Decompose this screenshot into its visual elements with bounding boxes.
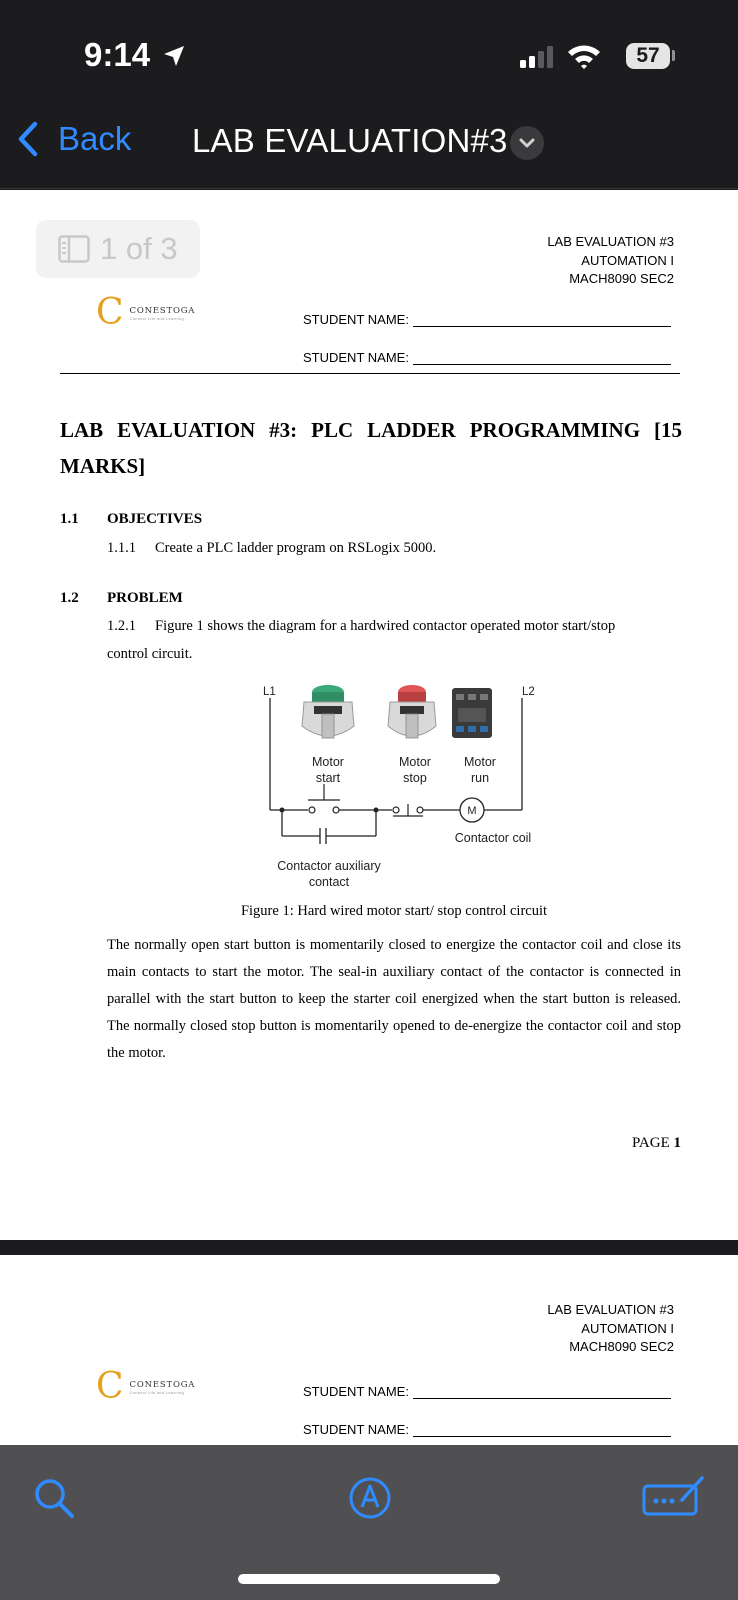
conestoga-logo <box>96 292 196 333</box>
student-name-label: STUDENT NAME: <box>303 312 409 327</box>
logo-text: CONESTOGA <box>129 305 196 316</box>
battery-tip <box>672 50 675 61</box>
logo-mark-icon: C <box>96 292 124 333</box>
label-contactor-coil: Contactor coil <box>454 831 532 845</box>
section-1-number: 1.1 <box>60 511 79 527</box>
title-menu-button[interactable] <box>510 126 544 160</box>
label-motor-run <box>450 754 510 786</box>
student-name-field-2 <box>303 350 671 365</box>
page-header-info <box>547 233 674 289</box>
chevron-down-icon <box>510 126 544 160</box>
markup-pen-icon[interactable] <box>348 1476 392 1520</box>
label-motor-stop <box>385 754 445 786</box>
page-label: PAGE <box>631 1135 670 1151</box>
student-name-label: STUDENT NAME: <box>303 1422 409 1437</box>
document-title[interactable]: LAB EVALUATION#3 <box>192 122 508 159</box>
header-divider <box>60 373 680 374</box>
section-2-title: PROBLEM <box>107 590 183 606</box>
label-l1: L1 <box>263 686 276 698</box>
start-pushbutton-image <box>302 685 354 738</box>
page-number <box>632 1135 681 1152</box>
stop-pushbutton-image <box>388 685 436 738</box>
location-arrow-icon <box>161 43 187 69</box>
pdf-page-2[interactable] <box>0 1255 738 1445</box>
chevron-left-icon <box>16 121 40 157</box>
page-indicator-text: 1 of 3 <box>100 231 178 266</box>
header-line-1: LAB EVALUATION #3 <box>547 1302 674 1317</box>
motor-stop-line-1: Motor <box>399 755 431 769</box>
logo-tagline: Connect Life and Learning <box>129 1389 184 1395</box>
contactor-image <box>452 688 492 738</box>
student-name-field-2 <box>303 1422 671 1437</box>
section-1-title: OBJECTIVES <box>107 511 203 527</box>
student-name-label: STUDENT NAME: <box>303 350 409 365</box>
label-aux-contact <box>264 858 394 890</box>
page-header-info <box>547 1301 674 1357</box>
problem-item-number: 1.2.1 <box>107 618 136 634</box>
student-name-field-1 <box>303 312 671 327</box>
problem-item-line-1: Figure 1 shows the diagram for a hardwired contactor operated motor start/stop <box>155 618 616 634</box>
logo-mark-icon: C <box>96 1366 124 1407</box>
objective-item-number: 1.1.1 <box>107 540 136 556</box>
status-time <box>84 36 187 74</box>
back-label: Back <box>58 120 132 157</box>
header-line-3: MACH8090 SEC2 <box>569 1339 674 1354</box>
aux-contact-line-2: contact <box>308 875 350 889</box>
motor-run-line-2: run <box>470 771 490 785</box>
cellular-signal-icon <box>520 46 556 68</box>
motor-start-line-1: Motor <box>312 755 344 769</box>
pdf-page-1[interactable] <box>0 190 738 1240</box>
motor-run-line-1: Motor <box>464 755 496 769</box>
fill-and-sign-icon[interactable] <box>642 1474 706 1518</box>
page-indicator[interactable] <box>36 220 200 278</box>
logo-tagline: Connect Life and Learning <box>129 315 184 321</box>
objective-item-text: Create a PLC ladder program on RSLogix 5000. <box>155 540 437 556</box>
label-l2: L2 <box>522 686 535 698</box>
conestoga-logo <box>96 1366 196 1407</box>
motor-stop-line-2: stop <box>403 771 427 785</box>
motor-start-line-2: start <box>315 771 341 785</box>
label-motor-start <box>298 754 358 786</box>
time-text: 9:14 <box>84 36 151 73</box>
page-number-value: 1 <box>673 1135 681 1151</box>
logo-text: CONESTOGA <box>129 1379 196 1390</box>
header-line-2: AUTOMATION I <box>581 1320 674 1336</box>
header-line-3: MACH8090 SEC2 <box>569 271 674 286</box>
header-line-1: LAB EVALUATION #3 <box>547 234 674 249</box>
figure-caption: Figure 1: Hard wired motor start/ stop control circuit <box>240 903 548 919</box>
wifi-icon <box>566 42 602 70</box>
search-icon[interactable] <box>32 1476 76 1520</box>
sidebar-thumbnails-icon <box>58 235 90 263</box>
section-2-number: 1.2 <box>60 590 79 606</box>
problem-item-line-2: control circuit. <box>107 646 193 662</box>
home-indicator[interactable] <box>238 1574 500 1584</box>
battery-indicator: 57 <box>626 43 670 69</box>
aux-contact-line-1: Contactor auxiliary <box>277 859 381 873</box>
student-name-label: STUDENT NAME: <box>303 1384 409 1399</box>
back-button[interactable] <box>16 120 131 158</box>
header-line-2: AUTOMATION I <box>581 252 674 268</box>
coil-symbol-label: M <box>467 805 477 817</box>
body-paragraph: The normally open start button is momentarily closed to energize the contactor coil and close its main contacts to start the motor. The seal-in auxiliary contact of the contactor is connected in parallel with the start button to keep the starter coil energized when the start button is released. The normally closed stop button is momentarily opened to de-energize the contactor coil and stop the motor. <box>107 937 681 1061</box>
student-name-field-1 <box>303 1384 671 1399</box>
lab-title: LAB EVALUATION #3: PLC LADDER PROGRAMMING [15 MARKS] <box>60 418 682 478</box>
